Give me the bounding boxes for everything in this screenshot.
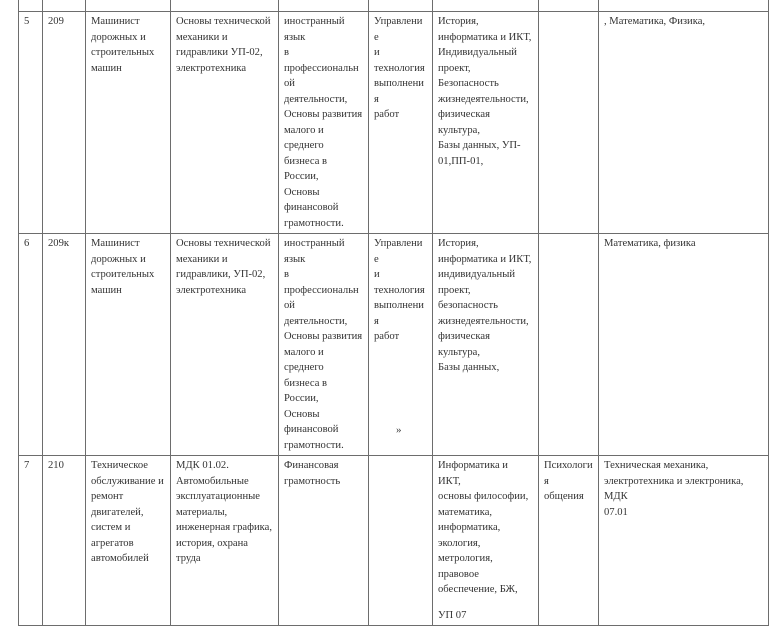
cell-text-line: эксплуатационные <box>176 491 260 502</box>
cell-text-line: дорожных и <box>91 31 146 43</box>
cell-text-line: строительных <box>91 269 155 280</box>
cell-text-line: автомобилей <box>91 553 149 564</box>
table-row-header-stub <box>19 0 769 12</box>
cell-text-line: выполнения <box>374 78 424 105</box>
cell-text-line: Техническое <box>91 460 148 471</box>
cell-text-line: 07.01 <box>604 506 628 518</box>
cell-text-line: Управление <box>374 238 423 265</box>
cell-text-line: индивидуальный <box>438 269 515 280</box>
profession-code-cell <box>43 12 86 234</box>
profession-code-cell <box>43 456 86 626</box>
cell-text-line: , Математика, Физика, <box>604 16 706 27</box>
spacer <box>438 598 533 608</box>
row-number-cell <box>19 456 43 626</box>
cell-text-line: МДК 01.02. <box>176 460 229 471</box>
cell-text-line: дорожных и <box>91 253 146 265</box>
general-disciplines-cell <box>279 12 369 234</box>
cell-text-line: Техническая механика, <box>604 460 709 471</box>
cell-text-line: Индивидуальный <box>438 47 517 58</box>
general-education-cell <box>433 234 539 456</box>
cell-text-line: Основы технической <box>176 238 271 249</box>
cell-text-line: информатика и ИКТ, <box>438 31 532 43</box>
cell-text-line: Финансовая <box>284 460 339 471</box>
cell-text-line: обслуживание и <box>91 475 164 487</box>
cell-text-line: строительных <box>91 47 155 58</box>
row-number-cell <box>19 12 43 234</box>
stub-cell <box>43 0 86 12</box>
stub-cell <box>539 0 599 12</box>
cell-text-line: малого и среднего <box>284 124 324 151</box>
cell-text-line: Управление <box>374 16 423 43</box>
cell-text-line: экология, метрология, <box>438 537 493 564</box>
cell-text-line: работ <box>374 331 400 342</box>
cell-text-line: проект, Безопасность <box>438 62 499 89</box>
cell-text-line: финансовой <box>284 202 339 213</box>
cell-text-line: грамотности. <box>284 217 344 229</box>
practice-code-text: УП 07 <box>438 609 467 621</box>
cell-text-line: Базы данных, УП- <box>438 140 521 151</box>
professional-disciplines-cell <box>171 456 279 626</box>
cell-text-line: бизнеса в России, <box>284 155 328 182</box>
cell-text-line: профессиональной <box>284 62 359 89</box>
cell-text-line: гидравлики, УП-02, <box>176 269 266 280</box>
row-number-cell <box>19 234 43 456</box>
cell-text-line: агрегатов <box>91 537 134 549</box>
cell-text-line: электротехника и электроника, МДК <box>604 475 744 502</box>
general-disciplines-cell <box>279 234 369 456</box>
table-row <box>19 456 769 626</box>
cell-text-line: деятельности, <box>284 93 348 105</box>
cell-text-line: Информатика и ИКТ, <box>438 460 508 487</box>
cell-text-line: Машинист <box>91 238 140 249</box>
cell-text-line: материалы, <box>176 506 228 518</box>
row-number-text: 7 <box>24 460 30 471</box>
cell-text-line: физическая культура, <box>438 331 490 358</box>
cell-text-line: финансовой <box>284 424 339 435</box>
table-row <box>19 234 769 456</box>
cell-text-line: выполнения <box>374 300 424 327</box>
related-subjects-cell <box>599 456 769 626</box>
cell-text-line: проект, безопасность <box>438 284 498 311</box>
related-subjects-cell <box>599 234 769 456</box>
profession-code-text: 210 <box>48 460 64 471</box>
professional-disciplines-cell <box>171 234 279 456</box>
document-sheet <box>18 0 769 626</box>
cell-text-line: информатика и ИКТ, <box>438 253 532 265</box>
cell-text-line: и <box>374 47 380 58</box>
cell-text-line: Основы <box>284 186 320 198</box>
elective-cell <box>539 12 599 234</box>
cell-text-line: иностранный язык <box>284 16 345 43</box>
cell-text-line: гидравлики УП-02, <box>176 47 263 58</box>
cell-text-line: электротехника <box>176 62 247 74</box>
cell-text-line: История, <box>438 16 479 27</box>
cell-text-line: жизнедеятельности, <box>438 315 529 327</box>
cell-text-line: машин <box>91 62 122 74</box>
cell-text-line: технология <box>374 284 425 296</box>
cell-text-line: деятельности, <box>284 315 348 327</box>
related-subjects-cell <box>599 12 769 234</box>
cell-text-line: в <box>284 47 290 58</box>
stub-cell <box>599 0 769 12</box>
table-row <box>19 12 769 234</box>
cell-text-line: в <box>284 269 290 280</box>
cell-text-line: систем и <box>91 522 131 533</box>
professional-disciplines-cell <box>171 12 279 234</box>
cell-text-line: Автомобильные <box>176 475 249 487</box>
cell-text-line: и <box>374 269 380 280</box>
cell-text-line: математика, <box>438 506 493 518</box>
profession-code-text: 209 <box>48 16 64 27</box>
cell-text-line: машин <box>91 284 122 296</box>
stub-cell <box>171 0 279 12</box>
cell-text-line: основы философии, <box>438 491 529 502</box>
cell-text-line: Математика, физика <box>604 238 696 249</box>
cell-text-line: Психология <box>544 460 593 487</box>
profession-name-cell <box>86 12 171 234</box>
row-number-text: 5 <box>24 16 30 27</box>
profession-name-cell <box>86 234 171 456</box>
stub-cell <box>279 0 369 12</box>
cell-text-line: двигателей, <box>91 506 144 518</box>
cell-text-line: бизнеса в России, <box>284 377 328 404</box>
cell-text-line: технология <box>374 62 425 74</box>
elective-cell <box>539 456 599 626</box>
cell-text-line: общения <box>544 491 584 502</box>
stub-cell <box>369 0 433 12</box>
cell-text-line: электротехника <box>176 284 247 296</box>
cell-text-line: история, охрана труда <box>176 537 248 564</box>
cell-text-line: Основы технической <box>176 16 271 27</box>
cell-text-line: Базы данных, <box>438 362 500 373</box>
stub-cell <box>433 0 539 12</box>
cell-text-line: малого и среднего <box>284 346 324 373</box>
profession-code-text: 209к <box>48 238 70 249</box>
cell-text-line: правовое <box>438 568 479 580</box>
cell-text-line: механики и <box>176 31 228 43</box>
cell-text-line: работ <box>374 109 400 120</box>
cell-text-line: информатика, <box>438 522 501 533</box>
profession-name-cell <box>86 456 171 626</box>
row-number-text: 6 <box>24 238 30 249</box>
cell-text-line: Основы развития <box>284 331 363 342</box>
general-education-cell <box>433 456 539 626</box>
profession-code-cell <box>43 234 86 456</box>
curriculum-table <box>18 0 769 626</box>
cell-text-line: 01,ПП-01, <box>438 155 484 167</box>
general-disciplines-cell <box>279 456 369 626</box>
specialized-module-cell <box>369 456 433 626</box>
general-education-cell <box>433 12 539 234</box>
cell-text-line: обеспечение, БЖ, <box>438 584 518 595</box>
cell-text-line: Основы развития <box>284 109 363 120</box>
stub-cell <box>86 0 171 12</box>
cell-text-line: физическая культура, <box>438 109 490 136</box>
cell-text-line: ремонт <box>91 491 124 502</box>
cell-text-line: механики и <box>176 253 228 265</box>
stub-cell <box>19 0 43 12</box>
cell-text-line: жизнедеятельности, <box>438 93 529 105</box>
cell-text-line: иностранный язык <box>284 238 345 265</box>
cell-text-line: Машинист <box>91 16 140 27</box>
elective-cell <box>539 234 599 456</box>
cell-text-line: профессиональной <box>284 284 359 311</box>
cell-text-line: грамотность <box>284 475 341 487</box>
specialized-module-cell <box>369 12 433 234</box>
cell-text-line: грамотности. <box>284 439 344 451</box>
cell-text-line: инженерная графика, <box>176 522 272 533</box>
cell-text-line: Основы <box>284 408 320 420</box>
cell-text-line: История, <box>438 238 479 249</box>
specialized-module-cell <box>369 234 433 456</box>
footer-quote-mark: » <box>396 424 402 436</box>
